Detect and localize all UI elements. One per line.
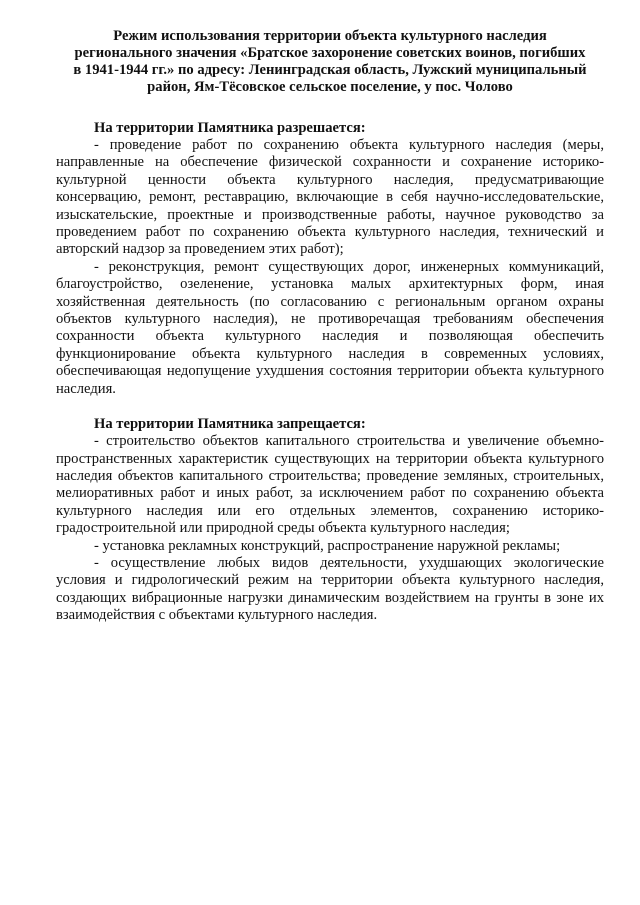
document-page [56, 28, 604, 625]
allowed-heading: На территории Памятника разрешается: [94, 120, 366, 136]
document-title [56, 28, 604, 96]
title-line: Режим использования территории объекта культурного наследия [113, 28, 547, 44]
prohibited-section [56, 416, 604, 624]
prohibited-heading: На территории Памятника запрещается: [94, 416, 366, 433]
title-line: регионального значения «Братское захоронение советских воинов, погибших [74, 45, 586, 61]
allowed-item: - реконструкция, ремонт существующих дорог, инженерных коммуникаций, благоустройство, озеленение, установка малых архитектурных форм, иная хозяйственная деятельность (по согласованию с региональным органом охраны объектов культурного наследия), не противоречащая требованиям обеспечения сохранности объекта культурного наследия и позволяющая обеспечить функционирование объекта культурного наследия в современных условиях, обеспечивающая недопущение ухудшения состояния территории объекта культурного наследия. [56, 258, 604, 397]
allowed-item: - проведение работ по сохранению объекта культурного наследия (меры, направленные на обеспечение физической сохранности и сохранение историко-культурной ценности объекта культурного наследия, предусматривающие консервацию, ремонт, реставрацию, включающие в себя научно-исследовательские, изыскательские, проектные и производственные работы, научное руководство за проведением работ по сохранению объекта культурного наследия, технический и авторский надзор за проведением этих работ); [56, 137, 604, 258]
prohibited-item: - осуществление любых видов деятельности, ухудшающих экологические условия и гидрологический режим на территории объекта культурного наследия, создающих вибрационные нагрузки динамическим воздействием на грунты в зоне их взаимодействия с объектами культурного наследия. [56, 554, 604, 624]
prohibited-item: - установка рекламных конструкций, распространение наружной рекламы; [94, 537, 561, 554]
allowed-section [56, 120, 604, 398]
title-line: район, Ям-Тёсовское сельское поселение, у пос. Чолово [147, 79, 513, 95]
prohibited-item: - строительство объектов капитального строительства и увеличение объемно-пространственных характеристик существующих на территории объекта культурного наследия объектов капитального строительства; проведение земляных, строительных, мелиоративных работ и иных работ, за исключением работ по сохранению объекта культурного наследия или его отдельных элементов, сохранению историко-градостроительной или природной среды объекта культурного наследия; [56, 433, 604, 537]
title-line: в 1941-1944 гг.» по адресу: Ленинградская область, Лужский муниципальный [73, 62, 587, 78]
